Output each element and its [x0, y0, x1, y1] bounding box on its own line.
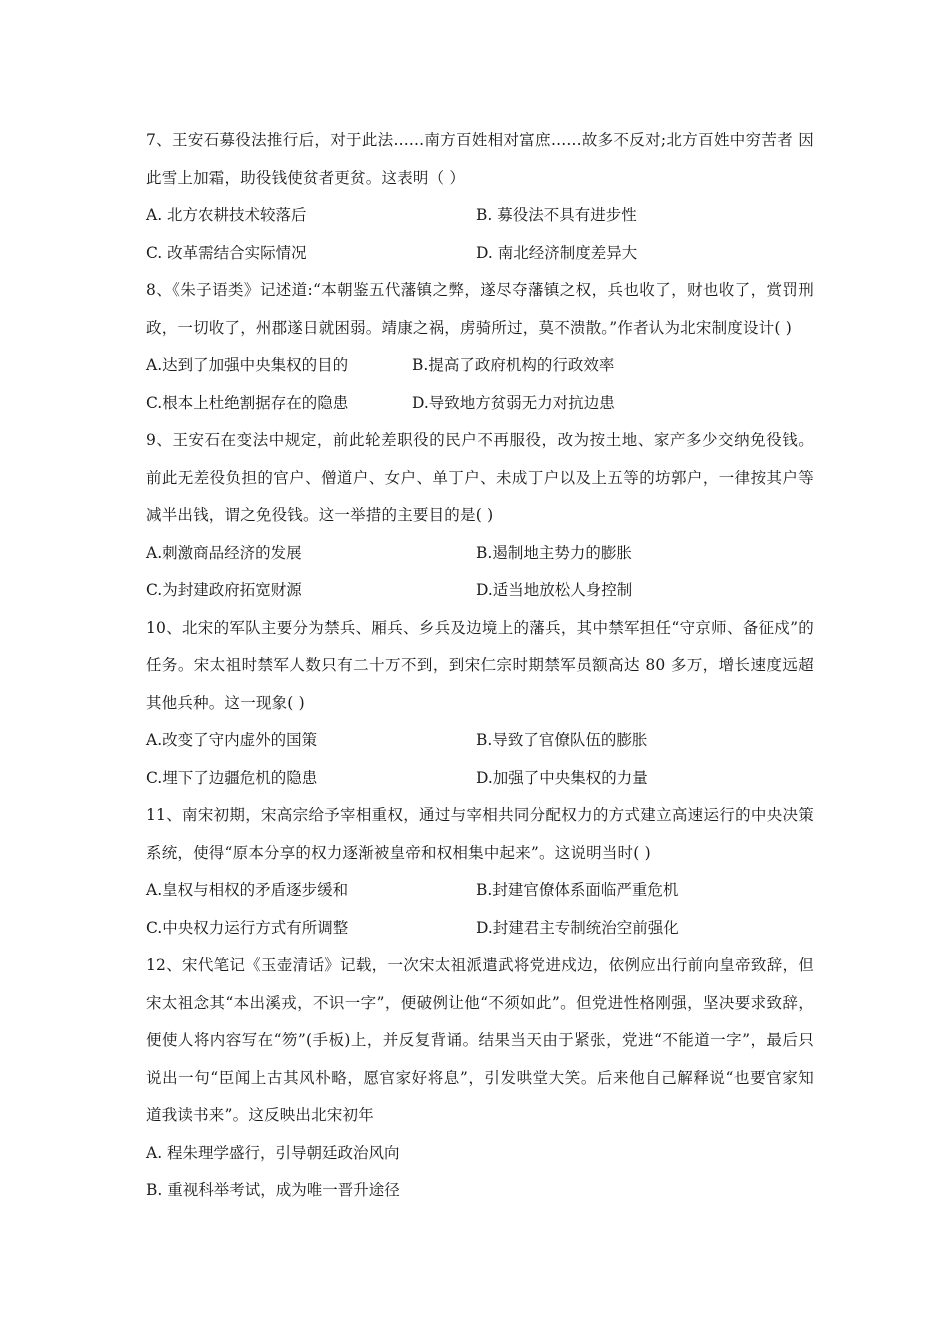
question-9-stem: 9、王安石在变法中规定，前此轮差职役的民户不再服役，改为按土地、家产多少交纳免役钱。前此无差役负担的官户、僧道户、女户、单丁户、未成丁户以及上五等的坊郭户，一律按其户等减半出钱，谓之免役钱。这一举措的主要目的是( ): [146, 431, 814, 524]
question-7-options-row-2: [146, 235, 814, 273]
question-9-option-c[interactable]: C.为封建政府拓宽财源: [146, 581, 302, 599]
question-12-option-b[interactable]: B. 重视科举考试，成为唯一晋升途径: [146, 1181, 400, 1199]
question-7-option-c[interactable]: C. 改革需结合实际情况: [146, 243, 307, 262]
question-11-option-a[interactable]: A.皇权与相权的矛盾逐步缓和: [146, 881, 349, 899]
question-11-option-c[interactable]: C.中央权力运行方式有所调整: [146, 918, 349, 937]
question-8-option-c[interactable]: C.根本上杜绝割据存在的隐患: [146, 393, 349, 412]
question-10-options-row-2: [146, 760, 814, 798]
question-9-options-row-2: [146, 572, 814, 610]
question-8-stem: 8、《朱子语类》记述道:“本朝鉴五代藩镇之弊，遂尽夺藩镇之权，兵也收了，财也收了，赏罚刑政，一切收了，州郡遂日就困弱。靖康之祸，虏骑所过，莫不溃散。”作者认为北宋制度设计( ): [146, 281, 814, 337]
question-10-option-a[interactable]: A.改变了守内虚外的国策: [146, 731, 318, 749]
question-10-option-c[interactable]: C.埋下了边疆危机的隐患: [146, 768, 318, 787]
question-7-option-a[interactable]: A. 北方农耕技术较落后: [146, 206, 307, 224]
question-7-options-row-1: [146, 197, 814, 235]
question-12-stem: 12、宋代笔记《玉壶清话》记载，一次宋太祖派遣武将党进戍边，依例应出行前向皇帝致辞，但宋太祖念其“本出溪戎，不识一字”，便破例让他“不须如此”。但党进性格刚强，坚决要求致辞，便使人将内容写在“笏”(手板)上，并反复背诵。结果当天由于紧张，党进“不能道一字”，最后只说出一句“臣闻上古其风朴略，愿官家好将息”，引发哄堂大笑。后来他自己解释说“也要官家知道我读书来”。这反映出北宋初年: [146, 956, 814, 1124]
question-9-option-b[interactable]: B.遏制地主势力的膨胀: [476, 543, 632, 562]
question-11-option-b[interactable]: B.封建官僚体系面临严重危机: [476, 881, 679, 899]
question-8-option-d[interactable]: D.导致地方贫弱无力对抗边患: [412, 393, 615, 412]
question-8-option-b[interactable]: B.提高了政府机构的行政效率: [412, 356, 615, 374]
question-11-options-row-2: [146, 910, 814, 948]
question-11-options-row-1: [146, 872, 814, 910]
question-10-options-row-1: [146, 722, 814, 760]
question-10-option-b[interactable]: B.导致了官僚队伍的膨胀: [476, 731, 648, 749]
question-12-option-a[interactable]: A. 程朱理学盛行，引导朝廷政治风向: [146, 1143, 400, 1162]
question-7-stem: 7、王安石募役法推行后，对于此法......南方百姓相对富庶......故多不反对;北方百姓中穷苦者 因此雪上加霜，助役钱使贫者更贫。这表明（ ）: [146, 131, 814, 187]
question-9-option-d[interactable]: D.适当地放松人身控制: [476, 581, 633, 599]
question-10-option-d[interactable]: D.加强了中央集权的力量: [476, 768, 648, 787]
question-9-option-a[interactable]: A.刺激商品经济的发展: [146, 543, 302, 562]
question-8-options-row-2: [146, 385, 814, 423]
question-8-options-row-1: [146, 347, 814, 385]
question-10-stem: 10、北宋的军队主要分为禁兵、厢兵、乡兵及边境上的藩兵，其中禁军担任“守京师、备征戍”的任务。宋太祖时禁军人数只有二十万不到，到宋仁宗时期禁军员额高达 80 多万，增长速度远超其他兵种。这一现象( ): [146, 618, 814, 712]
question-9-options-row-1: [146, 535, 814, 573]
question-11-option-d[interactable]: D.封建君主专制统治空前强化: [476, 918, 679, 937]
question-7-option-b[interactable]: B. 募役法不具有进步性: [476, 206, 637, 224]
question-11-stem: 11、南宋初期，宋高宗给予宰相重权，通过与宰相共同分配权力的方式建立高速运行的中央决策系统，使得“原本分享的权力逐渐被皇帝和权相集中起来”。这说明当时( ): [146, 806, 814, 862]
question-8-option-a[interactable]: A.达到了加强中央集权的目的: [146, 356, 349, 374]
question-7-option-d[interactable]: D. 南北经济制度差异大: [476, 243, 638, 262]
question-list: [146, 122, 814, 1210]
